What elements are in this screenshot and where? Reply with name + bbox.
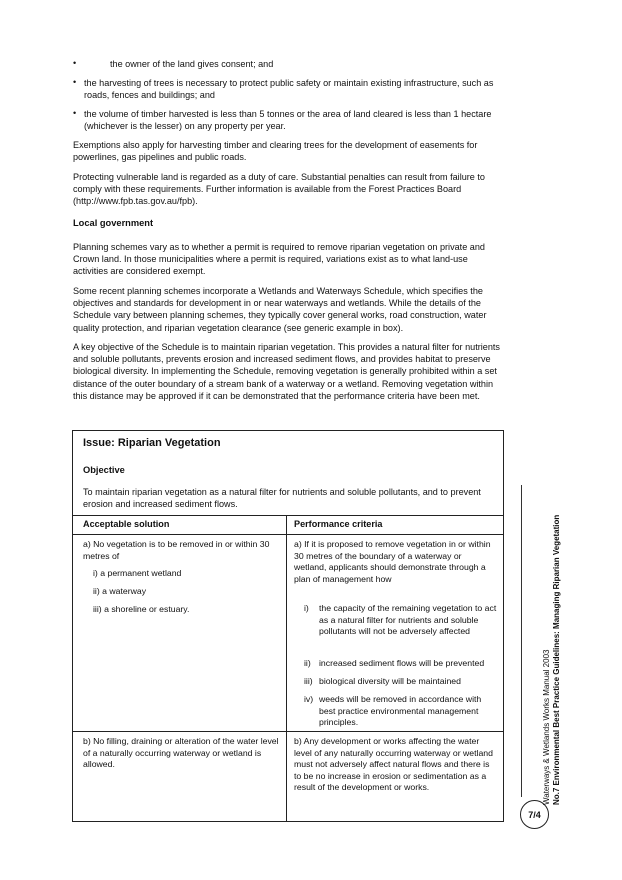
performance-item: weeds will be removed in accordance with best practice environmental management principles. [319,694,482,727]
divider [73,534,503,535]
divider [73,731,503,732]
column-divider [286,515,287,821]
divider [73,515,503,516]
performance-a: a) If it is proposed to remove vegetation in or within 30 metres of the boundary of a waterway or wetland, applicants should demonstrate through a plan of management how [294,539,491,584]
performance-item-num: iv) [304,694,314,704]
box-title: Issue: Riparian Vegetation [83,437,221,449]
objective-text: To maintain riparian vegetation as a natural filter for nutrients and soluble pollutants, and to prevent erosion and increased sediment flows. [83,487,481,510]
paragraph-recent: Some recent planning schemes incorporate a Wetlands and Waterways Schedule, which specifies the objectives and standards for development in or near waterways and wetlands. While the details of the Schedule vary between planning schemes, they typically cover general works, road construction, water quality protection, and riparian vegetation clearance (see generic example in box). [73,286,487,333]
paragraph-planning: Planning schemes vary as to whether a permit is required to remove riparian vegetation on private and Crown land. In those municipalities where a permit is required, variations exist as to what land-use activities are considered exempt. [73,242,485,277]
bullet-item: the owner of the land gives consent; and [110,59,274,69]
objective-heading: Objective [83,465,125,475]
bullet-marker: • [73,58,77,68]
issue-box [72,430,504,822]
paragraph-exemptions: Exemptions also apply for harvesting timber and clearing trees for the development of easements for powerlines, gas pipelines and public roads. [73,140,478,163]
section-heading: Local government [73,218,154,228]
bullet-item: the volume of timber harvested is less than 5 tonnes or the area of land cleared is less than 1 hectare (whichever is the lesser) on any property per year. [84,109,492,132]
acceptable-item: iii) a shoreline or estuary. [93,604,190,614]
bullet-marker: • [73,108,77,118]
column-header-performance: Performance criteria [294,519,383,529]
acceptable-a: a) No vegetation is to be removed in or within 30 metres of [83,539,270,561]
acceptable-item: i) a permanent wetland [93,568,182,578]
performance-item-num: ii) [304,658,311,668]
acceptable-item: ii) a waterway [93,586,147,596]
acceptable-b: b) No filling, draining or alteration of the water level of a naturally occurring waterway or wetland is allowed. [83,736,279,769]
performance-item-num: i) [304,603,309,613]
manual-title: Waterways & Wetlands Works Manual 2003 [542,649,551,805]
page-number: 7/4 [520,800,549,829]
performance-b: b) Any development or works affecting the water level of any naturally occurring waterway or wetland must not adversely affect natural flows and there is to be no increase in erosion or sedimentation as a result of the development or works. [294,736,493,792]
sidebar-caption [542,515,562,805]
sidebar-rule [521,485,522,797]
performance-item: increased sediment flows will be prevented [319,658,485,668]
guideline-title: No.7 Environmental Best Practice Guidelines: Managing Riparian Vegetation [552,514,561,805]
performance-item: the capacity of the remaining vegetation to act as a natural filter for nutrients and soluble pollutants will not be adversely affected [319,603,497,636]
bullet-marker: • [73,77,77,87]
performance-item: biological diversity will be maintained [319,676,461,686]
paragraph-key: A key objective of the Schedule is to maintain riparian vegetation. This provides a natural filter for nutrients and soluble pollutants, prevents erosion and increased sediment flows, and provides habitat to preserve biological diversity. In implementing the Schedule, removing vegetation is generally prohibited within a set distance of the outer boundary of a stream bank of a waterway or a wetland. Removing vegetation within this distance may be approved if it can be demonstrated that the performance criteria have been met. [73,342,500,401]
paragraph-protecting: Protecting vulnerable land is regarded as a duty of care. Substantial penalties can result from failure to comply with these requirements. Further information is available from the Forest Practices Board (http://www.fpb.tas.gov.au/fpb). [73,172,485,207]
bullet-item: the harvesting of trees is necessary to protect public safety or maintain existing infrastructure, such as roads, fences and buildings; and [84,78,494,101]
column-header-acceptable: Acceptable solution [83,519,170,529]
performance-item-num: iii) [304,676,313,686]
